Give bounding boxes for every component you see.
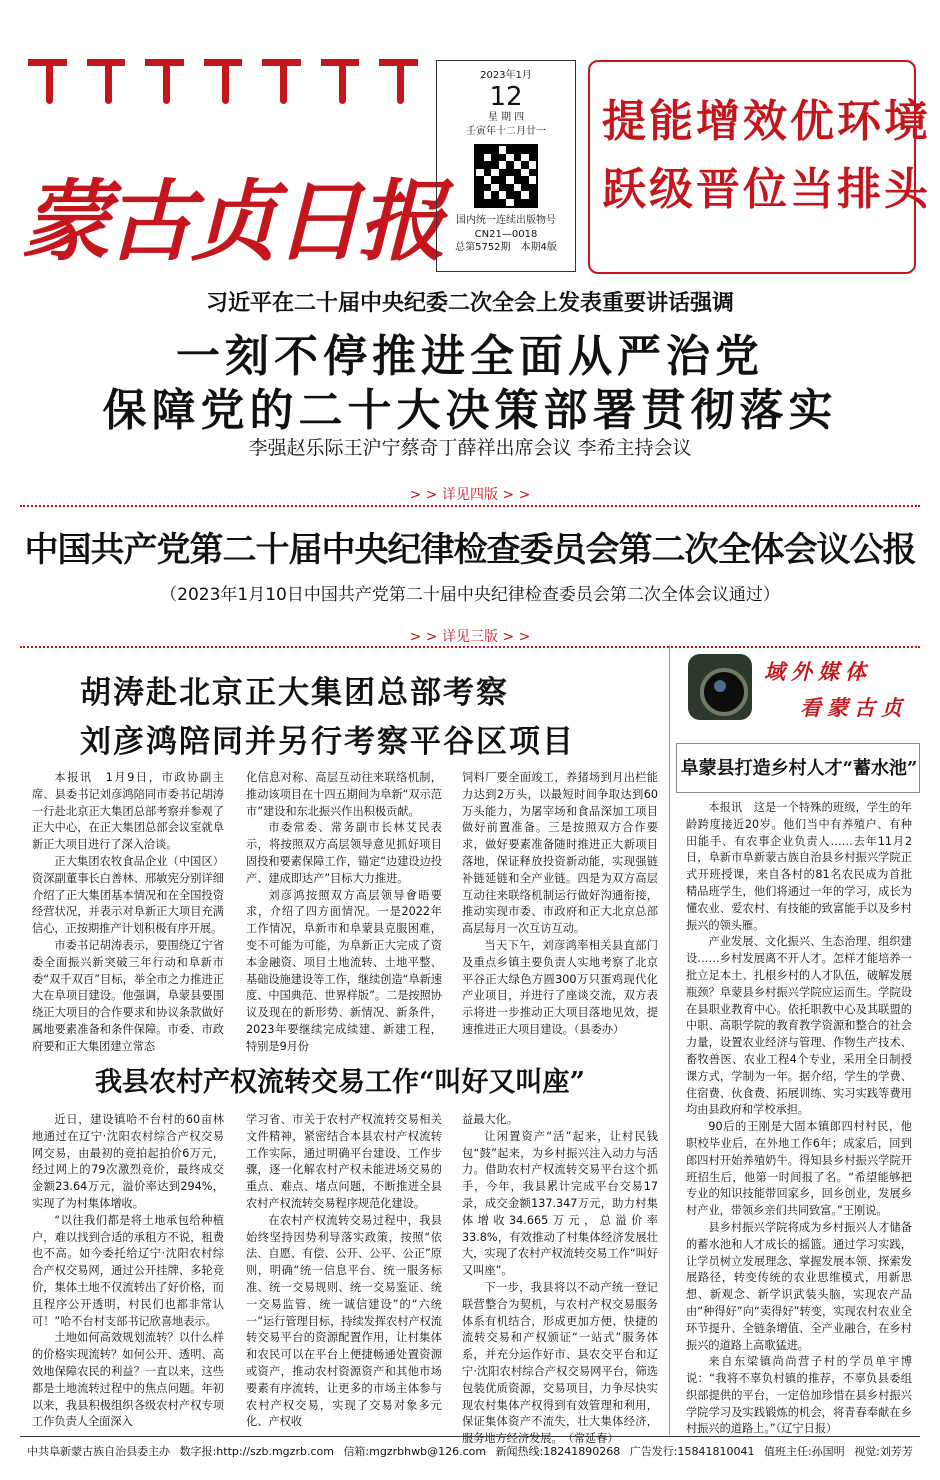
story2-column-3: 益最大化。 让闲置资产“活”起来，让村民钱包“鼓”起来，为乡村振兴注入动力与活力。借助农村产权流转交易平台这个抓手，今年，我县累计完成平台交易17录，成交金额137.347万元，助力村集体增收34.665万元，总溢价率33.8%，有效推动了村集体经济发展壮大，实现了农村产权流转交易工作“叫好又叫座”。 下一步，我县将以不动产统一登记联营整合为契机，与农村产权交易服务体系有机结合，形成更加方便、快捷的流转交易和产权颁证“一站式”服务体系，并充分运作好市、县农交平台和辽宁·沈阳农村综合产权交易网平台，筛选包装优质资源，交易项目，力争尽快实现农村集体产权得到有效管理和利用，保证集体资产不流失，壮大集体经济，服务地方经济发展。 （常延春） (462, 1113, 658, 1446)
divider (20, 646, 920, 648)
communique-headline: 中国共产党第二十届中央纪律检查委员会第二次全体会议公报 (24, 530, 916, 570)
story1-column-3: 饲料厂要全面竣工，养猪场到月出栏能力达到2万头，以最短时间争取达到60万头能力，为屠宰场和食品深加工项目做好前置准备。三是按照双方合作要求，做好要素准备随时推进正大新项目落地，保证释放投资新动能，实现强链补链延链和全产业链。四是为双方高层互动往来联络机制运行做好沟通衔接，推动实现市委、市政府和正大北京总部高层每月一次互访互动。 当天下午，刘彦鸿率相关县直部门及重点乡镇主要负责人实地考察了北京平谷正大绿色方圆300万只蛋鸡现代化产业项目，并进行了座谈交流，双方表示将进一步推动正大项目落地见效，提速推进正大项目建设。（县委办） (462, 771, 658, 1036)
issue-day: 12 (489, 81, 523, 112)
footer-visual: 视觉:刘芳芳 (854, 1445, 913, 1458)
footer-ads-hotline: 广告发行:15841810041 (629, 1445, 755, 1458)
footer-rule (20, 1436, 920, 1437)
column-divider (669, 645, 670, 1435)
sidebar-article: 本报讯 这是一个特殊的班级，学生的年龄跨度接近20岁。他们当中有养殖户、有种田能手、有农事企业负责人……去年11月2日，阜新市阜新蒙古族自治县乡村振兴学院正式开班授课，来自各村的81名农民成为首批精品班学生，他们将通过一年的学习，成长为懂农业、爱农村、有技能的致富能手以及乡村振兴的领头雁。 产业发展、文化振兴、生态治理、组织建设……乡村发展离不开人才。怎样才能培养一批立足本土、扎根乡村的人才队伍，破解发展瓶颈？阜蒙县乡村振兴学院应运而生。学院设在县职业教育中心。依托职教中心及其联盟的中职、高职学院的教育教学资源和整合的社会力量，设置农业经济与管理、作物生产技术、畜牧兽医、农业工程4个专业，采用全日制授课方式，学制为一年。据介绍，学生的学费、住宿费、伙食费、拓展训练、实习实践等费用均由县政府和学校承担。 90后的王刚是大固本镇郎四村村民，他职校毕业后，在外地工作6年；成家后，回到郎四村开始养殖奶牛。得知县乡村振兴学院开班招生后，他第一时间报了名。“希望能够把专业的知识技能带回家乡，回乡创业，发展乡村产业，带领乡亲们共同致富。”王刚说。 县乡村振兴学院将成为乡村振兴人才储备的蓄水池和人才成长的摇篮。通过学习实践，让学员树立发展理念、掌握发展本领、探索发展路径，转变传统的农业思维模式，用新思想、新观念、新学识武装头脑，实现农产品由“种得好”向“卖得好”转变，实现农村农业全环节提升、全链条增值、全产业融合，在乡村振兴的道路上高歌猛进。 来自东梁镇尚尚营子村的学员单宇博说：“我将不辜负村镇的推荐，不辜负县委组织部提供的平台，一定倍加珍惜在县乡村振兴学院学习及实践锻炼的机会，将青春奉献在乡村振兴的道路上。”（辽宁日报） (686, 801, 912, 1436)
footer-news-hotline: 新闻热线:18241890268 (495, 1445, 621, 1458)
lead-headline-2: 保障党的二十大决策部署贯彻落实 (102, 385, 838, 436)
newspaper-title: 蒙古贞日报 (22, 169, 443, 273)
masthead-logo (22, 52, 443, 280)
communique-subtitle: （2023年1月10日中国共产党第二十届中央纪律检查委员会第二次全体会议通过） (160, 585, 780, 605)
issue-month: 2023年1月 (480, 70, 532, 81)
slogan-box (588, 60, 931, 274)
sidebar-headline: 阜蒙县打造乡村人才“蓄水池” (680, 758, 918, 779)
story1-column-1: 本报讯 1月9日，市政协副主席、县委书记刘彦鸿陪同市委书记胡涛一行赴北京正大集团总部考察并参观了正大中心，在正大集团总部会议室就阜新正大项目进行了深入洽谈。 正大集团农牧食品企业（中国区）资深副董事长白善林、邢敏宪分别详细介绍了正大集团基本情况和在全国投资经营状况，并表示对阜新正大项目充满信心，正按期推产计划积极有序开展。 市委书记胡涛表示，要围绕辽宁省委全面振兴新突破三年行动和阜新市委“双千双百”目标，举全市之力推进正大在阜项目建设。他强调，阜蒙县要围绕正大项目的合作要求和协议条款做好属地要素准备和条件保障。市委、市政府要和正大集团建立常态 (32, 771, 224, 1053)
cn-number: CN21—0018 (474, 228, 538, 240)
footer-digital-link[interactable]: 数字报:http://szb.mgzrb.com (179, 1445, 334, 1458)
footer-editor: 值班主任:孙国明 (763, 1445, 845, 1458)
communique-page-ref-link[interactable]: > > 详见三版 > > (409, 629, 531, 645)
divider (20, 505, 920, 507)
lead-subtitle: 李强赵乐际王沪宁蔡奇丁薛祥出席会议 李希主持会议 (248, 437, 692, 459)
footer-publisher: 中共阜新蒙古族自治县委主办 (27, 1445, 171, 1458)
sidebar-headline-box (676, 743, 920, 793)
footer-email-link[interactable]: 信箱:mgzrbhwb@126.com (343, 1445, 487, 1458)
mongolian-script-logo (28, 52, 418, 114)
external-media-banner (688, 650, 920, 728)
media-banner-line-2: 看蒙古贞 (800, 695, 908, 720)
issue-lunar-date: 壬寅年十二月廿一 (466, 125, 546, 137)
story2-column-2: 学习省、市关于农村产权流转交易相关文件精神，紧密结合本县农村产权流转工作实际，通过明确平台建设、工作步骤，逐一化解农村产权未能进场交易的重点、难点、堵点问题，不断推进全县农村产权流转交易程序规范化建设。 在农村产权流转交易过程中，我县始终坚持因势利导落实政策，按照“依法、自愿、有偿、公开、公平、公正”原则，明确“统一信息平台、统一服务标准、统一交易规则、统一交易鉴证、统一交易监管、统一诚信建设”的“六统一”运行管理目标，持续发挥农村产权流转交易平台的资源配置作用，让村集体和农民可以在平台上便捷畅通处置资源或资产，推动农村资源资产和其他市场要素有序流转，让更多的市场主体参与农村产权交易，实现了交易对象多元化、产权收 (246, 1113, 442, 1429)
story2-column-1: 近日，建设镇哈不台村的60亩林地通过在辽宁·沈阳农村综合产权交易网交易，由最初的竞拍起拍价6万元，经过网上的79次激烈竞价，最终成交金额23.64万元，溢价率达到294%，实现了为村集体增收。 “以往我们都是将土地承包给种植户，难以找到合适的承租方不说，租费也不高。如今委托给辽宁·沈阳农村综合产权交易网，通过公开挂牌、多轮竞价，集体土地不仅流转出了好价格，而且程序公开透明，村民们也都非常认可！”哈不台村支部书记欣喜地表示。 土地如何高效规划流转？以什么样的价格实现流转？如何公开、透明、高效地保障农民的利益？一直以来，这些都是土地流转过程中的焦点问题。年初以来，我县积极组织各级农村产权专项工作负责人全面深入 (32, 1113, 224, 1429)
story2-headline: 我县农村产权流转交易工作“叫好又叫座” (94, 1067, 586, 1098)
slogan-line-1: 提能增效优环境 (602, 96, 931, 147)
story1-column-2: 化信息对称、高层互动往来联络机制，推动该项目在十四五期间为阜新“双示范市”建设和东北振兴作出积极贡献。 市委常委、常务副市长林艾民表示，将按照双方高层领导意见抓好项目固投和要素保障工作，锚定“边建设边投产、建成即达产”目标大力推进。 刘彦鸿按照双方高层领导會晤要求，介绍了四方面情况。一是2022年工作情况，阜新市和阜蒙县克服困难，变不可能为可能，为阜新正大完成了资本金融资、项目土地流转、土地平整、基础设施建设等工作，继续创造“阜新速度、中国典范、世界样版”。二是按照协议及现在的新形势、新情况、新条件，2023年要继续完成续建、新建工程，特别是9月份 (246, 771, 442, 1053)
camera-lens-icon (688, 654, 752, 720)
footer (0, 1443, 940, 1459)
lead-kicker: 习近平在二十届中央纪委二次全会上发表重要讲话强调 (205, 291, 734, 316)
issue-weekday: 星 期 四 (487, 112, 525, 124)
issue-number: 总第5752期 本期4版 (455, 242, 557, 254)
issn-label: 国内统一连续出版物号 (456, 215, 556, 227)
media-banner-line-1: 域外媒体 (764, 659, 872, 684)
lead-page-ref-link[interactable]: > > 详见四版 > > (409, 487, 531, 503)
lead-headline-1: 一刻不停推进全面从严治党 (176, 331, 764, 382)
qr-code-icon[interactable] (474, 144, 538, 208)
story1-headline-1: 胡涛赴北京正大集团总部考察 (80, 675, 509, 711)
date-box (436, 60, 576, 272)
slogan-line-2: 跃级晋位当排头 (602, 164, 931, 216)
story1-headline-2: 刘彦鸿陪同并另行考察平谷区项目 (80, 724, 575, 760)
